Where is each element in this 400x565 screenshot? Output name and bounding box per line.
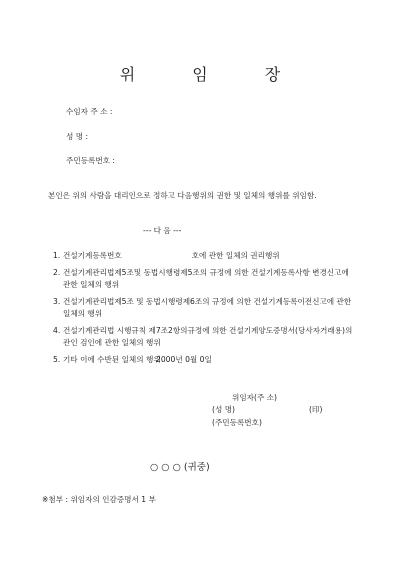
list-item <box>53 250 353 262</box>
section-heading: --- 다 음 --- <box>143 226 182 235</box>
item-number: 5. <box>53 355 61 364</box>
item-number: 4. <box>53 326 61 335</box>
delegator-name-label: (성 명) <box>212 405 236 414</box>
seal-mark: (印) <box>309 405 323 414</box>
item-text: 기타 이에 수반된 일체의 행위 <box>63 355 161 364</box>
item-text: 건설기계관리법 시행규칙 제7조2항의규정에 의한 건설기계양도증명서(당사자거래용)의 관인 검인에 관한 일체의 행위 <box>63 326 353 347</box>
delegation-item-list <box>53 250 353 371</box>
delegator-id-label: (주민등록번호) <box>212 418 262 427</box>
item-text-continued: 호에 관한 일체의 권리행위 <box>191 251 280 260</box>
field-label-name: 성 명 : <box>66 132 89 141</box>
attachment-note: ※첨부 : 위임자의 인감증명서 1 부 <box>42 495 156 504</box>
item-text: 건설기계관리법제5조 및 동법시행령제6조의 규정에 의한 건설기계등록이전신고에 관한 일체의 행위 <box>63 297 352 318</box>
item-number: 1. <box>53 251 61 260</box>
item-text: 건설기계관리법제5조및 동법시행령제5조의 규정에 의한 건설기계등록사항 변경신고에 관한 일체의 행위 <box>63 268 349 289</box>
delegator-address-label: 위임자(주 소) <box>232 393 278 402</box>
field-label-id-number: 주민등록번호 : <box>66 156 115 165</box>
delegation-statement: 본인은 위의 사람을 대리인으로 정하고 다음행위의 권한 및 일체의 행위를 위임함. <box>48 191 317 200</box>
item-number: 3. <box>53 297 61 306</box>
document-date: 2000년 0월 0일 <box>156 355 212 364</box>
list-item <box>53 325 353 349</box>
list-item <box>53 267 353 291</box>
document-title: 위 임 장 <box>119 65 307 84</box>
field-label-address: 수임자 주 소 : <box>66 107 113 116</box>
item-number: 2. <box>53 268 61 277</box>
recipient-line: ○ ○ ○ (귀중) <box>150 462 210 473</box>
list-item <box>53 296 353 320</box>
item-text: 건설기계등록번호 <box>63 251 122 260</box>
